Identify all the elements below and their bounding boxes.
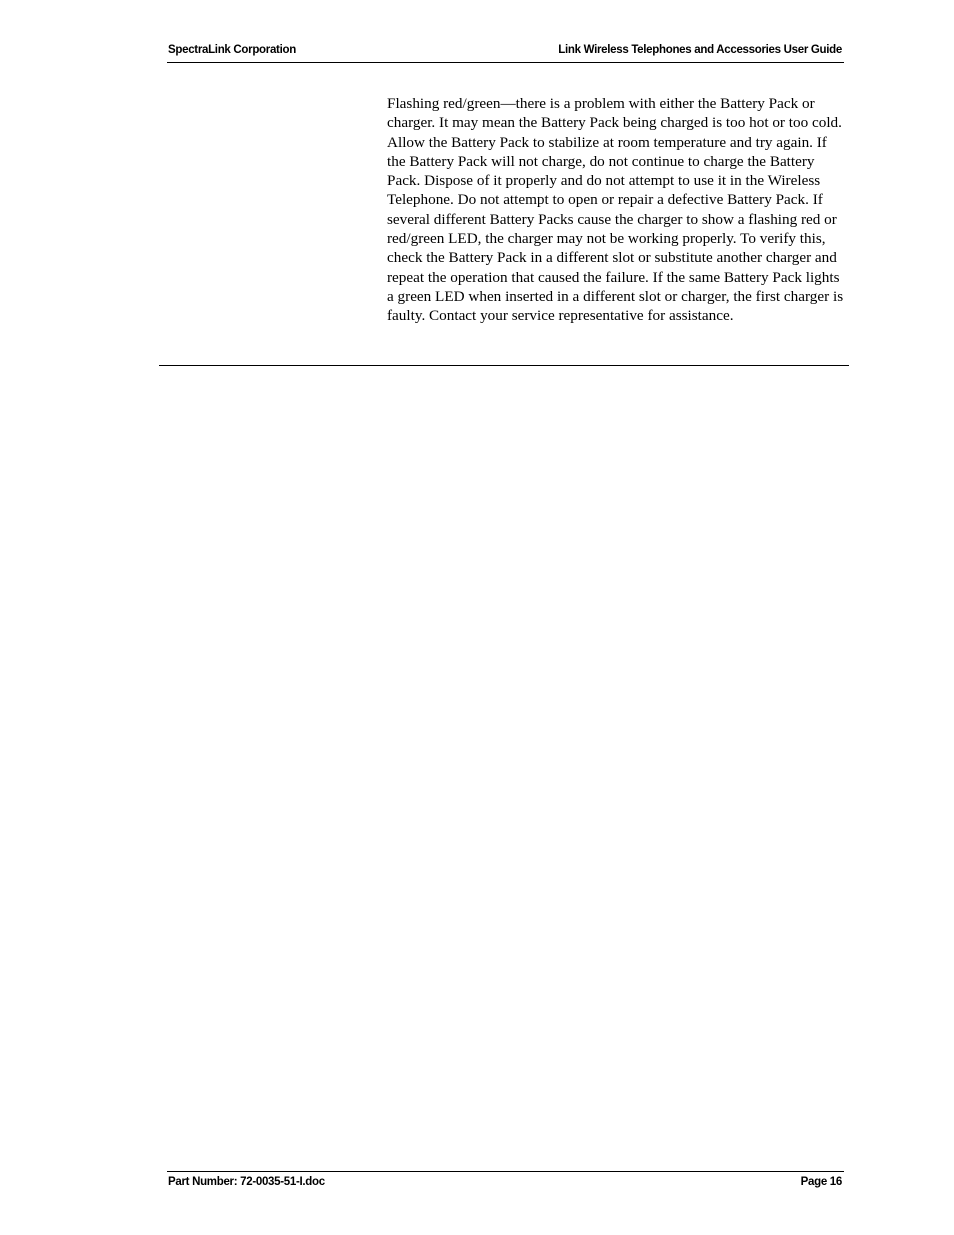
- header-guide-title: Link Wireless Telephones and Accessories User Guide: [558, 44, 842, 56]
- footer-part-number: Part Number: 72-0035-51-I.doc: [168, 1176, 325, 1188]
- led-status-description: Flashing red/green—there is a problem with either the Battery Pack or charger. It may mean the Battery Pack being charged is too hot or too cold. Allow the Battery Pack to stabilize at room temperature and try again. If the Battery Pack will not charge, do not continue to charge the Battery Pack. Dispose of it properly and do not attempt to use it in the Wireless Telephone. Do not attempt to open or repair a defective Battery Pack. If several different Battery Packs cause the charger to show a flashing red or red/green LED, the charger may not be working properly. To verify this, check the Battery Pack in a different slot or substitute another charger and repeat the operation that caused the failure. If the same Battery Pack lights a green LED when inserted in a different slot or charger, the first charger is faulty. Contact your service representative for assistance.: [387, 95, 844, 325]
- page-header: [167, 44, 844, 63]
- footer-page-number: Page 16: [800, 1176, 842, 1188]
- table-bottom-rule: [159, 365, 849, 366]
- page-footer: [167, 1171, 844, 1192]
- header-company: SpectraLink Corporation: [168, 44, 296, 56]
